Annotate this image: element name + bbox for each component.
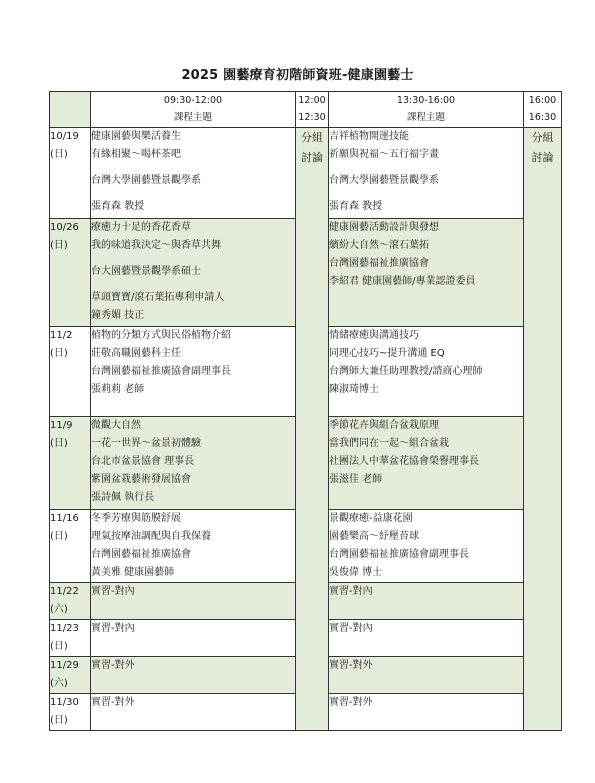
session-date: 11/22 xyxy=(50,586,79,597)
date-cell xyxy=(50,417,91,510)
course-line: 台大園藝暨景觀學系碩士 xyxy=(91,266,201,277)
session-weekday: (日) xyxy=(50,240,68,251)
afternoon-time: 13:30-16:00 xyxy=(396,95,456,106)
date-cell xyxy=(50,583,91,620)
date-cell xyxy=(50,620,91,657)
course-line: 實習-對內 xyxy=(329,586,373,597)
morning-course-cell xyxy=(91,219,296,327)
header-date-cell xyxy=(50,92,91,128)
course-line: 紫園盆栽藝術發展協會 xyxy=(91,474,191,485)
course-line: 莊敬高職園藝科主任 xyxy=(91,348,181,359)
course-line: 李紹君 健康園藝師/專業認證委員 xyxy=(329,276,476,287)
course-line: 冬季芳療與筋膜舒展 xyxy=(91,513,181,524)
header-row xyxy=(50,92,562,128)
header-noon xyxy=(296,92,329,128)
header-end xyxy=(524,92,562,128)
course-line: 鐘秀媚 技正 xyxy=(91,310,145,321)
course-line: 一花一世界～盆景初體驗 xyxy=(91,438,201,449)
course-line: 實習-對外 xyxy=(91,660,135,671)
course-line: 台灣園藝福祉推廣協會副理事長 xyxy=(91,366,231,377)
afternoon-course-cell xyxy=(329,219,524,327)
morning-label: 課程主題 xyxy=(173,112,212,123)
course-line: 實習-對內 xyxy=(329,623,373,634)
course-line: 祈願與祝福～五行福字畫 xyxy=(329,149,439,160)
session-weekday: (六) xyxy=(50,678,68,689)
course-line: 園藝樂高～紓壓苔球 xyxy=(329,531,419,542)
course-line: 健康園藝活動設計與發想 xyxy=(329,222,439,233)
discussion-label: 分組 xyxy=(531,131,554,144)
course-line: 實習-對外 xyxy=(329,660,373,671)
schedule-row xyxy=(50,128,562,219)
session-date: 11/9 xyxy=(50,420,73,431)
session-date: 11/30 xyxy=(50,697,79,708)
date-cell xyxy=(50,657,91,694)
header-afternoon xyxy=(329,92,524,128)
session-date: 11/23 xyxy=(50,623,79,634)
course-line: 實習-對內 xyxy=(91,586,135,597)
noon-discussion-cell xyxy=(296,128,329,731)
afternoon-course-cell xyxy=(329,620,524,657)
date-cell xyxy=(50,219,91,327)
session-date: 10/26 xyxy=(50,222,79,233)
morning-course-cell xyxy=(91,620,296,657)
date-cell xyxy=(50,694,91,731)
session-weekday: (六) xyxy=(50,604,68,615)
course-line: 吉祥植物開運技能 xyxy=(329,131,409,142)
course-line: 台灣園藝福祉推廣協會副理事長 xyxy=(329,549,469,560)
morning-time: 09:30-12:00 xyxy=(163,95,223,106)
course-line: 台北市盆景協會 理事長 xyxy=(91,456,195,467)
morning-course-cell xyxy=(91,128,296,219)
course-line: 療癒力十足的香花香草 xyxy=(91,222,191,233)
course-line: 台灣園藝福祉推廣協會 xyxy=(329,258,429,269)
course-line: 陳淑琦博士 xyxy=(329,384,379,395)
end-time-start: 16:00 xyxy=(528,95,557,106)
course-line: 張滋佳 老師 xyxy=(329,474,383,485)
afternoon-course-cell xyxy=(329,694,524,731)
course-line: 草頭寶寶/滾石葉拓專利申請人 xyxy=(91,292,225,303)
end-discussion-cell xyxy=(524,128,562,731)
course-line: 季節花卉與組合盆栽原理 xyxy=(329,420,439,431)
morning-course-cell xyxy=(91,694,296,731)
course-line: 微觀大自然 xyxy=(91,420,141,431)
session-weekday: (日) xyxy=(50,641,68,652)
morning-course-cell xyxy=(91,657,296,694)
course-line: 理氣按摩油調配與自我保養 xyxy=(91,531,211,542)
session-date: 11/16 xyxy=(50,513,79,524)
spacer xyxy=(329,164,523,172)
date-cell xyxy=(50,510,91,583)
noon-time-start: 12:00 xyxy=(298,95,326,106)
afternoon-course-cell xyxy=(329,327,524,417)
afternoon-label: 課程主題 xyxy=(406,112,445,123)
session-weekday: (日) xyxy=(50,149,68,160)
spacer xyxy=(91,255,295,263)
session-weekday: (日) xyxy=(50,715,68,726)
course-line: 同理心技巧~提升溝通 EQ xyxy=(329,348,445,359)
discussion-label: 分組 xyxy=(301,131,323,144)
course-line: 台灣師大兼任助理教授/諮商心理師 xyxy=(329,366,483,377)
course-line: 景觀療癒-益康花園 xyxy=(329,513,413,524)
discussion-label: 討論 xyxy=(301,151,323,164)
afternoon-course-cell xyxy=(329,510,524,583)
course-line: 實習-對內 xyxy=(91,623,135,634)
course-line: 張育森 教授 xyxy=(329,201,383,212)
end-time-end: 16:30 xyxy=(528,112,557,123)
course-line: 台灣大學園藝暨景觀學系 xyxy=(91,175,201,186)
course-line: 台灣大學園藝暨景觀學系 xyxy=(329,175,439,186)
session-weekday: (日) xyxy=(50,438,68,449)
course-line: 台灣園藝福祉推廣協會 xyxy=(91,549,191,560)
session-weekday: (日) xyxy=(50,531,68,542)
date-cell xyxy=(50,128,91,219)
session-date: 11/2 xyxy=(50,330,73,341)
afternoon-course-cell xyxy=(329,128,524,219)
course-line: 我的味道我決定～與香草共舞 xyxy=(91,240,221,251)
header-morning xyxy=(91,92,296,128)
afternoon-course-cell xyxy=(329,583,524,620)
course-line: 實習-對外 xyxy=(329,697,373,708)
date-cell xyxy=(50,327,91,417)
spacer xyxy=(329,190,523,198)
course-line: 張莉莉 老師 xyxy=(91,384,145,395)
course-line: 黃美雅 健康園藝師 xyxy=(91,567,175,578)
session-date: 10/19 xyxy=(50,131,79,142)
noon-time-end: 12:30 xyxy=(298,112,326,123)
course-line: 繽紛大自然～滾石葉拓 xyxy=(329,240,429,251)
session-weekday: (日) xyxy=(50,348,68,359)
morning-course-cell xyxy=(91,510,296,583)
course-line: 健康園藝與樂活養生 xyxy=(91,131,181,142)
spacer xyxy=(91,164,295,172)
course-line: 吳俊偉 博士 xyxy=(329,567,383,578)
morning-course-cell xyxy=(91,417,296,510)
course-line: 情緒療癒與溝通技巧 xyxy=(329,330,419,341)
morning-course-cell xyxy=(91,327,296,417)
course-line: 實習-對外 xyxy=(91,697,135,708)
course-line: 張詩佩 執行長 xyxy=(91,492,155,503)
course-line: 植物的分類方式與民俗植物介紹 xyxy=(91,330,231,341)
morning-course-cell xyxy=(91,583,296,620)
afternoon-course-cell xyxy=(329,657,524,694)
course-line: 當我們同在一起～組合盆栽 xyxy=(329,438,449,449)
session-date: 11/29 xyxy=(50,660,79,671)
course-line: 有緣相聚～喝杯茶吧 xyxy=(91,149,181,160)
spacer xyxy=(91,281,295,289)
course-line: 社團法人中華盆花協會榮譽理事長 xyxy=(329,456,479,467)
schedule-table xyxy=(49,91,562,731)
afternoon-course-cell xyxy=(329,417,524,510)
discussion-label: 討論 xyxy=(531,151,554,164)
course-line: 張育森 教授 xyxy=(91,201,145,212)
spacer xyxy=(91,190,295,198)
page-title: 2025 園藝療育初階師資班-健康園藝士 xyxy=(181,68,414,83)
